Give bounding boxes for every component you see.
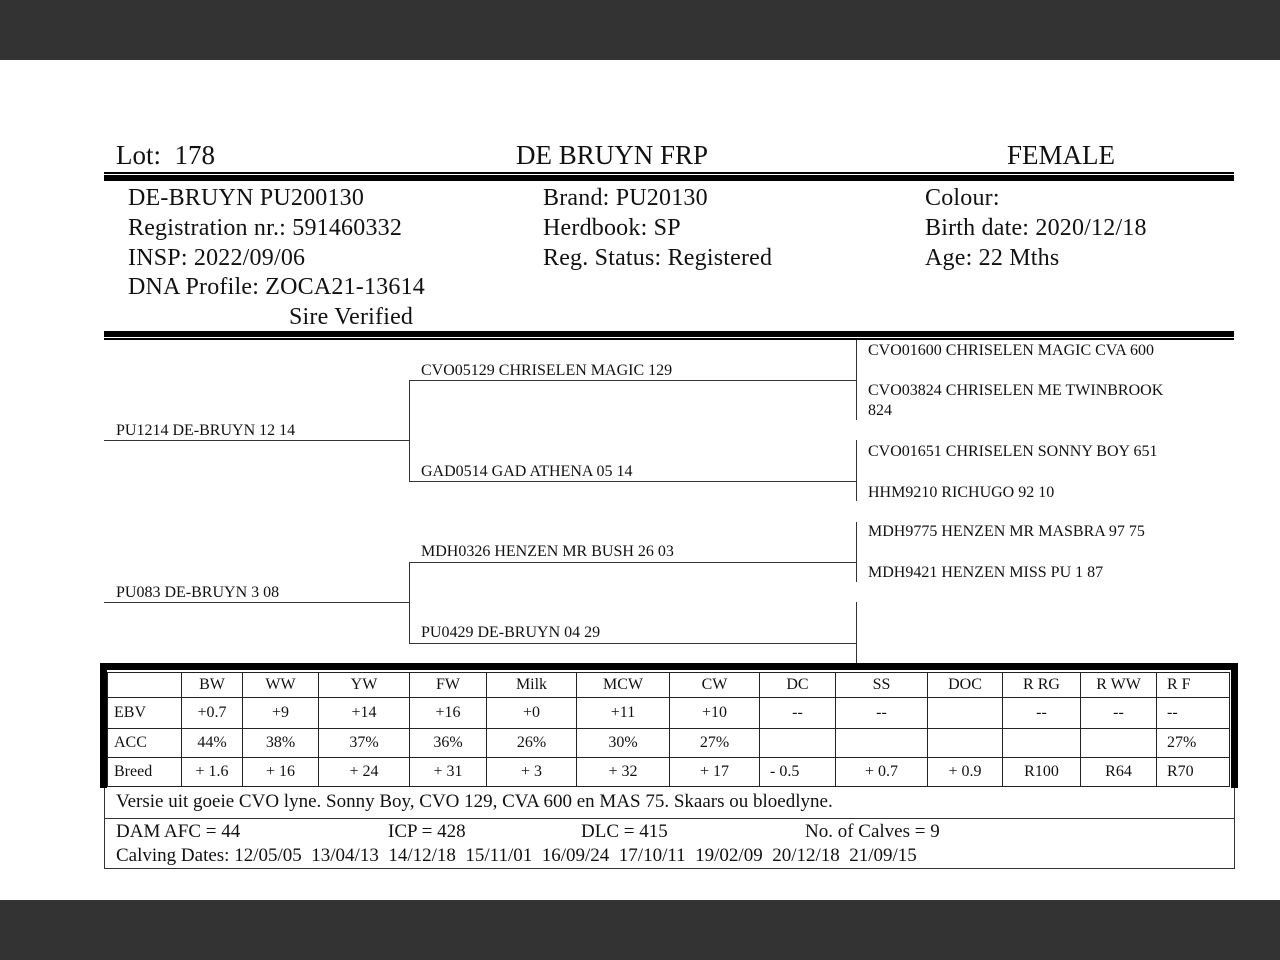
dd-bracket: [856, 602, 857, 664]
ebv-column-header: R RG: [1003, 673, 1081, 698]
dam-afc: DAM AFC = 44: [116, 821, 241, 842]
ebv-cell: + 0.9: [928, 758, 1003, 787]
insp-date: INSP: 2022/09/06: [128, 245, 306, 271]
ebv-cell: --: [1003, 698, 1081, 729]
reg-status: Reg. Status: Registered: [543, 245, 773, 271]
breeder-comment: Versie uit goeie CVO lyne. Sonny Boy, CVO 129, CVA 600 en MAS 75. Skaars ou bloedlyne.: [116, 791, 833, 812]
ebv-cell: 30%: [577, 729, 670, 758]
ebv-cell: + 1.6: [182, 758, 243, 787]
ebv-cell: 26%: [487, 729, 577, 758]
ebv-column-header: CW: [670, 673, 760, 698]
ebv-header-row: [108, 673, 1230, 698]
dna-profile: DNA Profile: ZOCA21-13614: [128, 274, 425, 300]
ebv-cell: - 0.5: [760, 758, 836, 787]
header-rule-thick: [104, 175, 1234, 181]
sire-bracket: [409, 380, 410, 482]
icp: ICP = 428: [388, 821, 466, 842]
herdbook: Herdbook: SP: [543, 215, 681, 241]
ebv-cell: [836, 729, 928, 758]
ebv-cell: +16: [410, 698, 487, 729]
ebv-column-header: R F: [1157, 673, 1230, 698]
ebv-column-header: WW: [243, 673, 319, 698]
ebv-cell: + 17: [670, 758, 760, 787]
ebv-cell: --: [1081, 698, 1157, 729]
ebv-cell: +0: [487, 698, 577, 729]
pedigree-sire-dam: GAD0514 GAD ATHENA 05 14: [421, 463, 633, 480]
lot-label: [116, 138, 215, 172]
ebv-column-header: FW: [410, 673, 487, 698]
pedigree-dam: PU083 DE-BRUYN 3 08: [116, 584, 280, 601]
ebv-cell: [1081, 729, 1157, 758]
ebv-cell: R100: [1003, 758, 1081, 787]
pedigree-ss-dam: CVO03824 CHRISELEN ME TWINBROOK: [868, 382, 1164, 399]
ebv-column-header: Milk: [487, 673, 577, 698]
header-rule-thin: [104, 172, 1234, 174]
ebv-row-acc: [108, 729, 1230, 758]
ebv-cell: + 32: [577, 758, 670, 787]
notes-divider: [104, 818, 1235, 819]
ebv-column-header: DOC: [928, 673, 1003, 698]
pedigree-sire: PU1214 DE-BRUYN 12 14: [116, 422, 296, 439]
ebv-cell: +14: [319, 698, 410, 729]
pedigree-dam-dam: PU0429 DE-BRUYN 04 29: [421, 624, 601, 641]
ebv-cell: [760, 729, 836, 758]
dam-sire-line: [409, 562, 857, 563]
breeder-name: DE BRUYN FRP: [516, 140, 709, 170]
ebv-cell: --: [836, 698, 928, 729]
registration-number: Registration nr.: 591460332: [128, 215, 403, 241]
ebv-row-label: Breed: [108, 758, 182, 787]
birth-date: Birth date: 2020/12/18: [925, 215, 1147, 241]
ebv-row-label: ACC: [108, 729, 182, 758]
sd-bracket: [856, 440, 857, 501]
ebv-cell: +10: [670, 698, 760, 729]
ebv-column-header: DC: [760, 673, 836, 698]
ebv-column-header: MCW: [577, 673, 670, 698]
ebv-cell: [928, 729, 1003, 758]
ebv-cell: --: [1157, 698, 1230, 729]
pedigree-sire-sire: CVO05129 CHRISELEN MAGIC 129: [421, 362, 673, 379]
ebv-cell: [1003, 729, 1081, 758]
ebv-column-header: SS: [836, 673, 928, 698]
ebv-cell: 27%: [1157, 729, 1230, 758]
ds-bracket: [856, 522, 857, 582]
top-dark-band: [0, 0, 1280, 60]
ebv-cell: + 31: [410, 758, 487, 787]
ebv-cell: + 24: [319, 758, 410, 787]
ebv-column-header: BW: [182, 673, 243, 698]
ebv-cell: R70: [1157, 758, 1230, 787]
ebv-column-header: R WW: [1081, 673, 1157, 698]
pedigree-ds-sire: MDH9775 HENZEN MR MASBRA 97 75: [868, 523, 1145, 540]
ebv-cell: + 3: [487, 758, 577, 787]
dlc: DLC = 415: [581, 821, 668, 842]
ebv-cell: 38%: [243, 729, 319, 758]
ebv-column-header: YW: [319, 673, 410, 698]
ebv-row-breed: [108, 758, 1230, 787]
ebv-cell: 37%: [319, 729, 410, 758]
ss-bracket: [856, 340, 857, 420]
ebv-cell: 27%: [670, 729, 760, 758]
pedigree-ss-dam-cont: 824: [868, 402, 892, 419]
ebv-cell: + 0.7: [836, 758, 928, 787]
calving-dates: Calving Dates: 12/05/05 13/04/13 14/12/18 15/11/01 16/09/24 17/10/11 19/02/09 20/12/18 21/09/15: [116, 845, 917, 866]
pedigree-dam-sire: MDH0326 HENZEN MR BUSH 26 03: [421, 543, 674, 560]
pedigree-ss-sire: CVO01600 CHRISELEN MAGIC CVA 600: [868, 342, 1154, 359]
ebv-corner-cell: [108, 673, 182, 698]
ebv-cell: 44%: [182, 729, 243, 758]
ebv-cell: --: [760, 698, 836, 729]
sex-label: FEMALE: [1007, 140, 1115, 170]
animal-name: DE-BRUYN PU200130: [128, 185, 365, 211]
ebv-cell: +0.7: [182, 698, 243, 729]
ebv-cell: [928, 698, 1003, 729]
ebv-row-label: EBV: [108, 698, 182, 729]
ebv-cell: +11: [577, 698, 670, 729]
lot-label-text: Lot:: [116, 140, 161, 170]
bottom-dark-band: [0, 900, 1280, 960]
brand: Brand: PU20130: [543, 185, 708, 211]
ebv-cell: 36%: [410, 729, 487, 758]
ebv-cell: + 16: [243, 758, 319, 787]
number-of-calves: No. of Calves = 9: [805, 821, 940, 842]
pedigree-sd-dam: HHM9210 RICHUGO 92 10: [868, 484, 1055, 501]
dam-dam-line: [409, 643, 857, 644]
info-rule-thick: [104, 331, 1234, 337]
ebv-table: [107, 672, 1230, 787]
pedigree-ds-dam: MDH9421 HENZEN MISS PU 1 87: [868, 564, 1104, 581]
sire-verified: Sire Verified: [289, 304, 414, 330]
colour: Colour:: [925, 185, 1000, 211]
dam-bracket: [409, 562, 410, 644]
ebv-cell: +9: [243, 698, 319, 729]
lot-number: 178: [174, 140, 215, 170]
ebv-cell: R64: [1081, 758, 1157, 787]
ebv-row-ebv: [108, 698, 1230, 729]
pedigree-sd-sire: CVO01651 CHRISELEN SONNY BOY 651: [868, 443, 1158, 460]
info-rule-thin: [104, 338, 1234, 340]
age: Age: 22 Mths: [925, 245, 1060, 271]
